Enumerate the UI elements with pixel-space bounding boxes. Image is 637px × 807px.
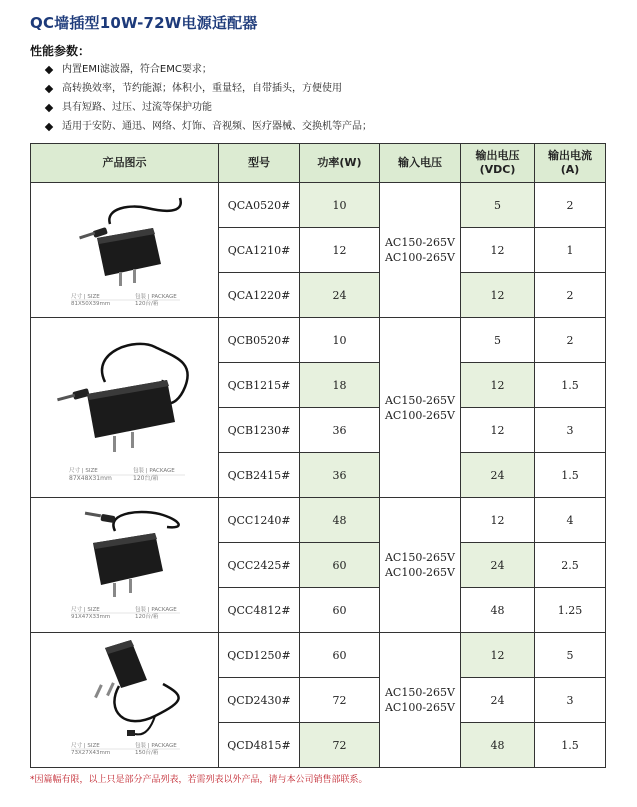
performance-heading: 性能参数： [30,44,91,58]
output-current-cell: 2 [535,183,606,228]
feature-item: 具有短路、过压、过流等保护功能 [44,98,372,117]
table-row [31,633,606,678]
model-cell: QCC1240# [219,498,300,543]
feature-item: 适用于安防、通迅、网络、灯饰、音视频、医疗器械、交换机等产品； [44,117,372,136]
output-voltage-cell: 24 [461,678,535,723]
package-label: 包装 | PACKAGE [132,467,175,474]
adapter-d-image [35,636,215,764]
spec-table [30,143,606,768]
product-image-cell [31,318,219,498]
model-cell: QCC2425# [219,543,300,588]
size-label: 尺寸 | SIZE [70,607,100,613]
output-voltage-cell: 24 [461,453,535,498]
output-current-cell: 1.25 [535,588,606,633]
power-cell: 10 [300,183,380,228]
size-label: 尺寸 | SIZE [70,294,100,300]
adapter-c-image [35,501,215,629]
bullet-diamond-icon [45,122,53,130]
product-image-cell [31,183,219,318]
package-label: 包装 | PACKAGE [134,294,177,300]
input-voltage-cell: AC150-265V AC100-265V [380,183,461,318]
header-product-image: 产品图示 [31,144,219,183]
model-cell: QCD1250# [219,633,300,678]
output-current-cell: 1.5 [535,363,606,408]
model-cell: QCD2430# [219,678,300,723]
power-cell: 60 [300,588,380,633]
header-input-voltage: 输入电压 [380,144,461,183]
size-value: 81X50X39mm [70,301,110,307]
output-current-cell: 2 [535,318,606,363]
output-voltage-cell: 12 [461,633,535,678]
power-cell: 24 [300,273,380,318]
output-voltage-cell: 48 [461,723,535,768]
input-voltage-cell: AC150-265V AC100-265V [380,633,461,768]
adapter-a-image [35,186,215,314]
product-image-cell [31,633,219,768]
output-voltage-cell: 12 [461,408,535,453]
model-cell: QCA0520# [219,183,300,228]
product-image-cell [31,498,219,633]
header-output-current: 输出电流 (A) [535,144,606,183]
header-model: 型号 [219,144,300,183]
bullet-diamond-icon [45,84,53,92]
model-cell: QCC4812# [219,588,300,633]
input-voltage-cell: AC150-265V AC100-265V [380,498,461,633]
table-row [31,318,606,363]
package-value: 120台/箱 [134,614,158,620]
feature-item: 高转换效率，节约能源；体积小，重量轻，自带插头，方便使用 [44,79,372,98]
size-label: 尺寸 | SIZE [68,467,98,474]
package-value: 120台/箱 [132,474,158,482]
output-voltage-cell: 5 [461,318,535,363]
output-current-cell: 3 [535,408,606,453]
size-value: 91X47X33mm [70,614,110,620]
table-row [31,183,606,228]
power-cell: 72 [300,723,380,768]
model-cell: QCB2415# [219,453,300,498]
package-value: 150台/箱 [134,750,158,756]
package-label: 包装 | PACKAGE [134,607,177,613]
output-voltage-cell: 5 [461,183,535,228]
power-cell: 18 [300,363,380,408]
bullet-diamond-icon [45,103,53,111]
feature-item: 内置EMI滤波器，符合EMC要求； [44,60,372,79]
output-current-cell: 4 [535,498,606,543]
output-current-cell: 1.5 [535,453,606,498]
footnote: *因篇幅有限，以上只是部分产品列表，若需列表以外产品，请与本公司销售部联系。 [30,775,368,785]
output-voltage-cell: 12 [461,228,535,273]
model-cell: QCA1220# [219,273,300,318]
output-current-cell: 1 [535,228,606,273]
page-title: QC墙插型10W-72W电源适配器 [30,14,258,32]
size-value: 73X27X43mm [70,750,110,756]
output-current-cell: 2.5 [535,543,606,588]
model-cell: QCB1230# [219,408,300,453]
model-cell: QCB0520# [219,318,300,363]
power-cell: 72 [300,678,380,723]
power-cell: 48 [300,498,380,543]
feature-list [44,60,372,136]
output-voltage-cell: 12 [461,273,535,318]
output-voltage-cell: 12 [461,498,535,543]
model-cell: QCA1210# [219,228,300,273]
header-output-voltage: 输出电压 (VDC) [461,144,535,183]
output-current-cell: 5 [535,633,606,678]
output-current-cell: 1.5 [535,723,606,768]
output-voltage-cell: 12 [461,363,535,408]
model-cell: QCB1215# [219,363,300,408]
adapter-b-image [35,322,215,494]
power-cell: 60 [300,543,380,588]
bullet-diamond-icon [45,65,53,73]
output-voltage-cell: 48 [461,588,535,633]
power-cell: 60 [300,633,380,678]
output-voltage-cell: 24 [461,543,535,588]
table-row [31,498,606,543]
output-current-cell: 2 [535,273,606,318]
input-voltage-cell: AC150-265V AC100-265V [380,318,461,498]
power-cell: 36 [300,408,380,453]
size-value: 87X48X31mm [68,474,112,482]
size-label: 尺寸 | SIZE [70,743,100,749]
power-cell: 10 [300,318,380,363]
header-power: 功率(W) [300,144,380,183]
package-value: 120台/箱 [134,301,158,307]
table-header-row [31,144,606,183]
package-label: 包装 | PACKAGE [134,743,177,749]
power-cell: 36 [300,453,380,498]
model-cell: QCD4815# [219,723,300,768]
output-current-cell: 3 [535,678,606,723]
power-cell: 12 [300,228,380,273]
